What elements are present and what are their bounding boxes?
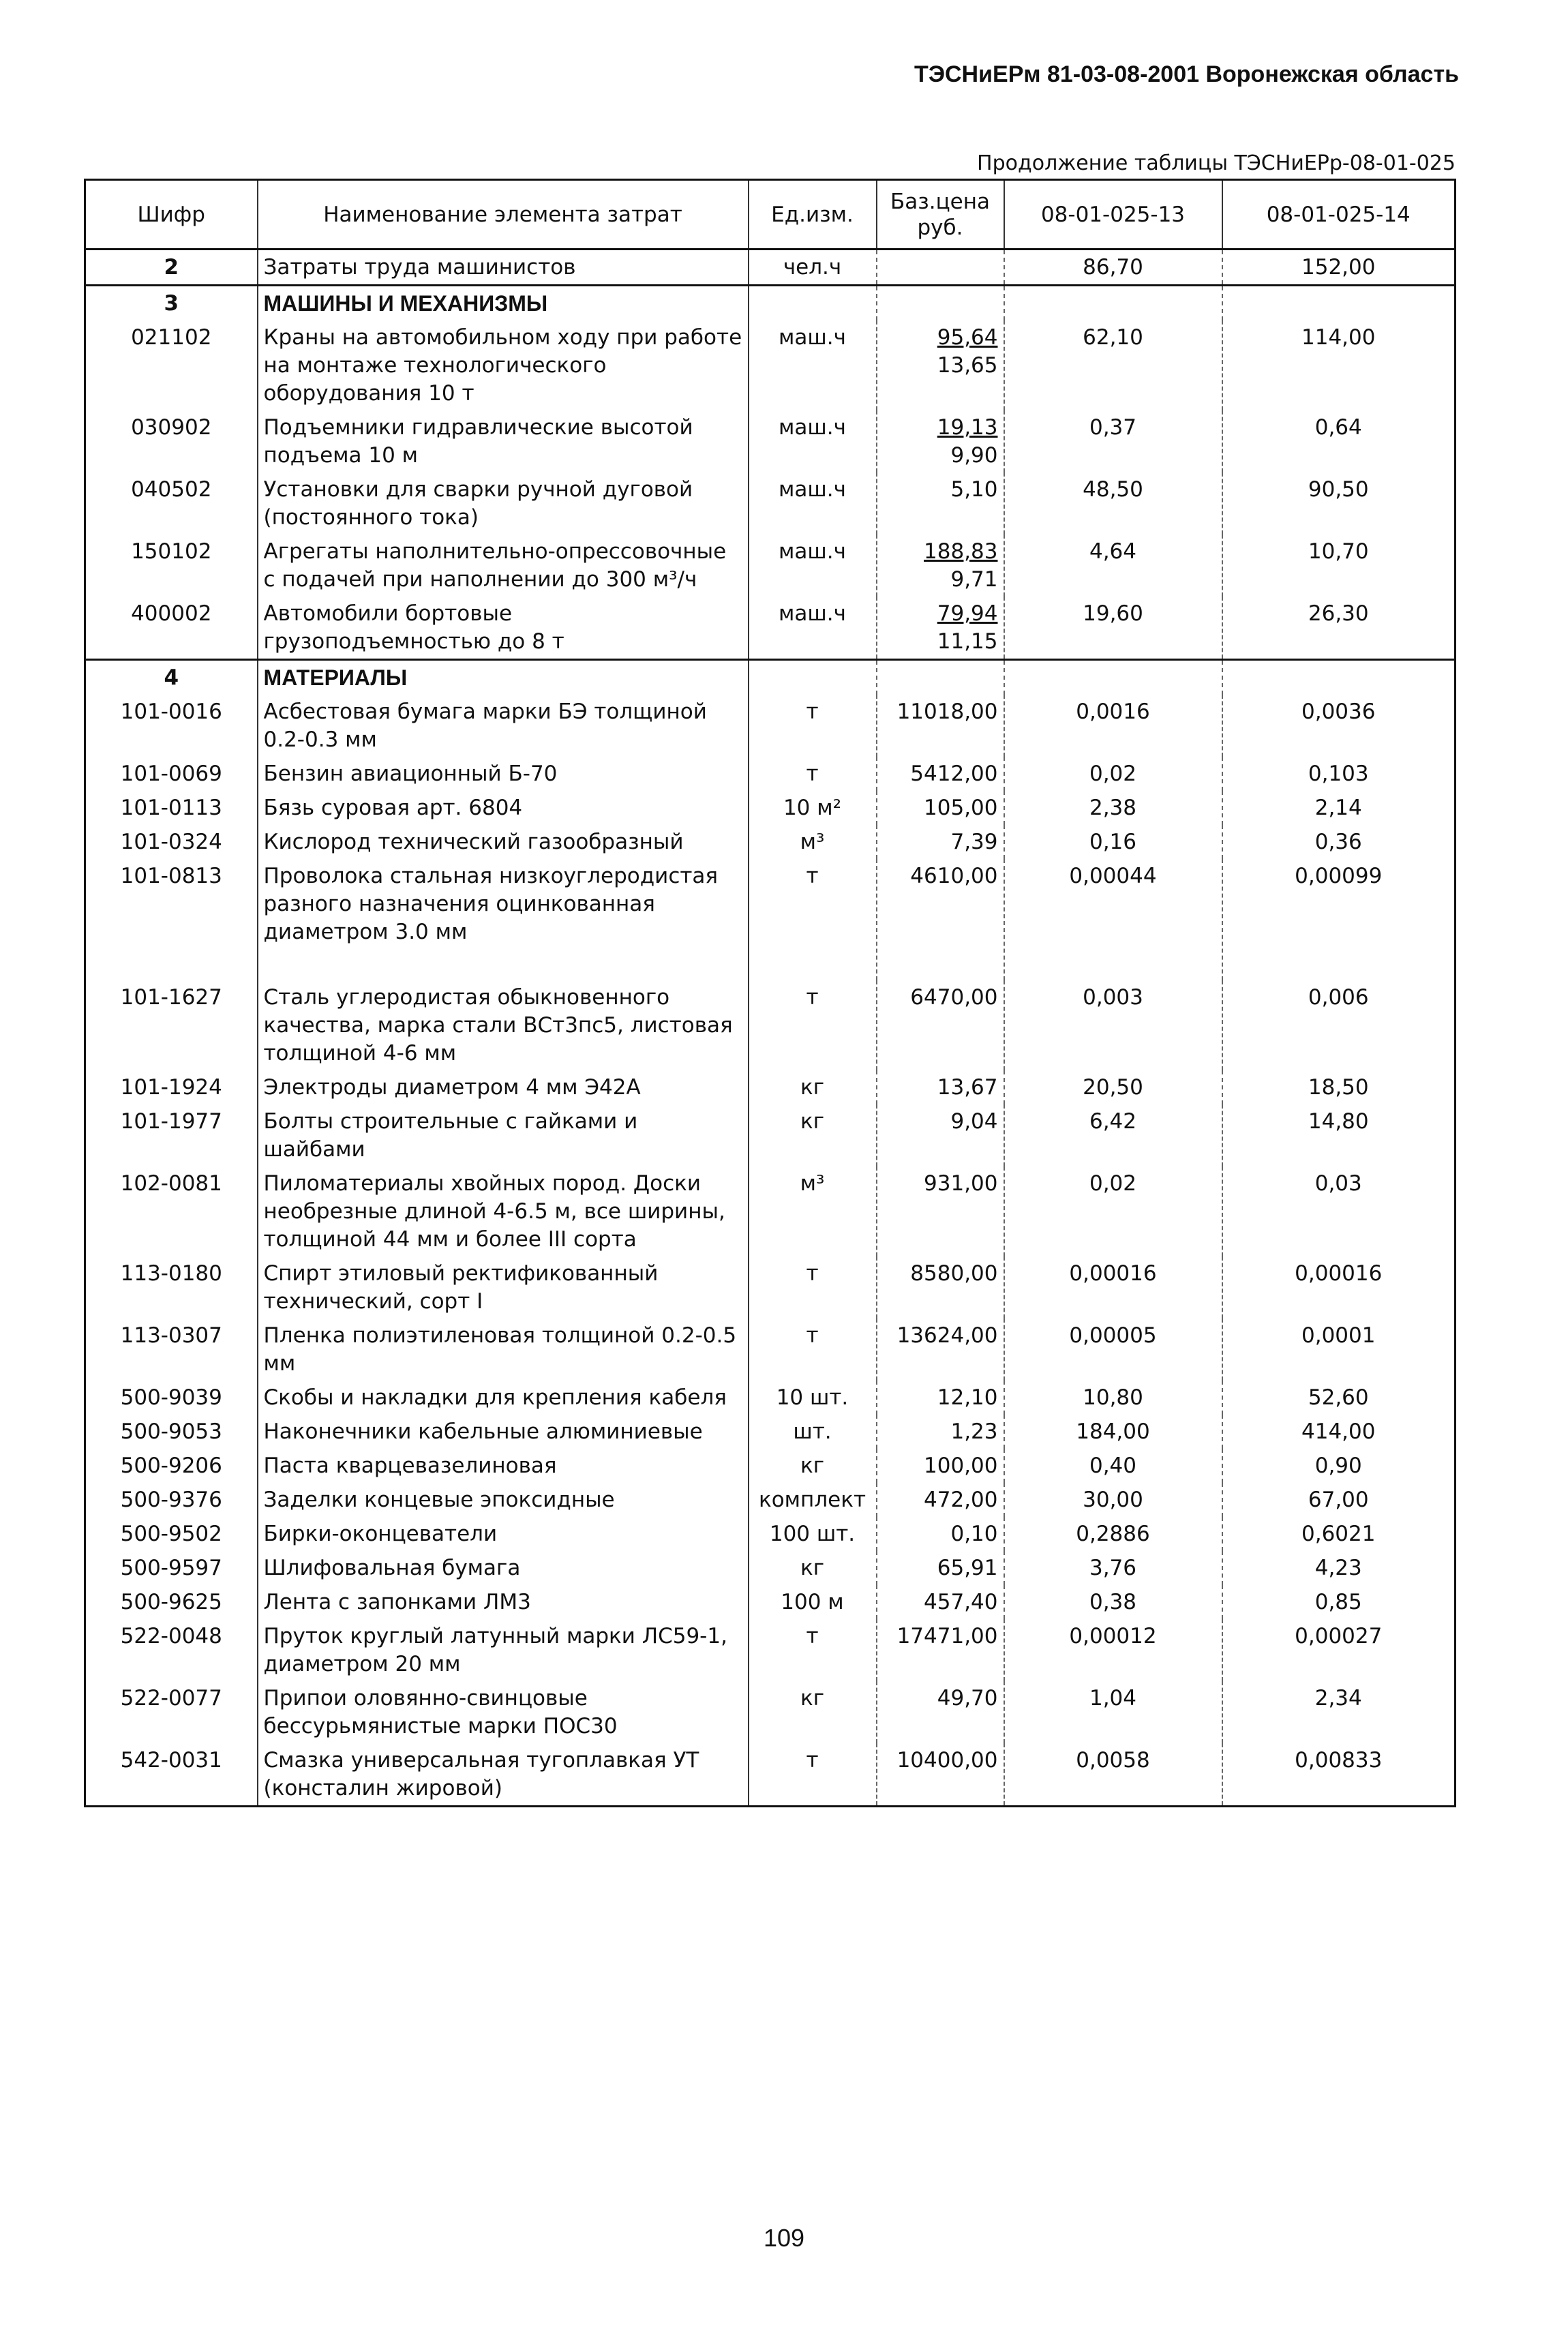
section-row-machines [85, 286, 1456, 321]
row-value-14: 0,103 [1308, 762, 1369, 786]
row-unit: 10 м² [749, 791, 877, 825]
row-value-13: 10,80 [1004, 1381, 1222, 1415]
row-name: Лента с запонками ЛМ3 [258, 1585, 749, 1619]
table-row [85, 695, 1456, 757]
table-row [85, 791, 1456, 825]
row-price: 11018,00 [877, 695, 1004, 757]
row-value-14: 67,00 [1308, 1488, 1369, 1512]
table-row [85, 1381, 1456, 1415]
section-number: 4 [85, 660, 258, 695]
row-code: 113-0307 [85, 1319, 258, 1381]
table-row [85, 1415, 1456, 1449]
row-value-14: 0,90 [1314, 1453, 1362, 1478]
row-code: 030902 [85, 410, 258, 472]
row-price: 1,23 [877, 1415, 1004, 1449]
row-unit: маш.ч [749, 472, 877, 534]
row-code: 500-9206 [85, 1449, 258, 1483]
row-value-14: 4,23 [1314, 1556, 1362, 1580]
row-price: 9,04 [877, 1104, 1004, 1166]
row-value-13: 2,38 [1004, 791, 1222, 825]
row-unit: т [749, 1619, 877, 1681]
row-price: 4610,00 [877, 859, 1004, 980]
document-header: ТЭСНиЕРм 81-03-08-2001 Воронежская область [914, 61, 1459, 87]
row-name: Пруток круглый латунный марки ЛС59-1, диаметром 20 мм [258, 1619, 749, 1681]
row-code: 500-9597 [85, 1551, 258, 1585]
row-value-13: 48,50 [1004, 472, 1222, 534]
price-value: 95,64 [937, 325, 998, 350]
row-price [877, 250, 1004, 286]
row-value-14: 52,60 [1308, 1385, 1369, 1410]
row-unit: м³ [749, 1166, 877, 1256]
table-row [85, 534, 1456, 597]
row-name: Агрегаты наполнительно-опрессовочные с подачей при наполнении до 300 м³/ч [258, 534, 749, 597]
price-wage-value: 13,65 [937, 353, 998, 378]
table-row [85, 757, 1456, 791]
row-code: 101-0113 [85, 791, 258, 825]
empty-cell [1004, 286, 1222, 321]
row-value-13: 0,02 [1004, 1166, 1222, 1256]
row-name: Шлифовальная бумага [258, 1551, 749, 1585]
table-row [85, 1070, 1456, 1104]
row-code: 113-0180 [85, 1256, 258, 1319]
section-title: МАТЕРИАЛЫ [258, 660, 749, 695]
row-unit: т [749, 757, 877, 791]
row-name: Автомобили бортовые грузоподъемностью до 8 т [258, 597, 749, 660]
row-name: Бязь суровая арт. 6804 [258, 791, 749, 825]
row-price: 8580,00 [877, 1256, 1004, 1319]
row-price: 10400,00 [877, 1743, 1004, 1807]
row-value-14: 0,00099 [1295, 864, 1383, 888]
empty-cell [1222, 660, 1456, 695]
row-name: Наконечники кабельные алюминиевые [258, 1415, 749, 1449]
row-price: 17471,00 [877, 1619, 1004, 1681]
row-value-13: 19,60 [1004, 597, 1222, 660]
table-header-row [85, 180, 1456, 250]
row-price: 6470,00 [877, 980, 1004, 1070]
row-name: Бирки-оконцеватели [258, 1517, 749, 1551]
price-wage-value: 11,15 [937, 629, 998, 654]
row-value-14: 2,14 [1314, 796, 1362, 820]
row-code: 400002 [85, 597, 258, 660]
row-code: 500-9376 [85, 1483, 258, 1517]
row-code: 150102 [85, 534, 258, 597]
row-value-14: 2,34 [1314, 1686, 1362, 1711]
row-code: 2 [85, 250, 258, 286]
row-code: 500-9053 [85, 1415, 258, 1449]
row-value-13: 30,00 [1004, 1483, 1222, 1517]
row-name: Электроды диаметром 4 мм Э42А [258, 1070, 749, 1104]
row-name: Пиломатериалы хвойных пород. Доски необрезные длиной 4-6.5 м, все ширины, толщиной 44 мм и более III сорта [258, 1166, 749, 1256]
row-value-13: 0,37 [1004, 410, 1222, 472]
row-value-14: 26,30 [1308, 601, 1369, 626]
row-value-13: 6,42 [1004, 1104, 1222, 1166]
table-row [85, 1517, 1456, 1551]
row-code: 040502 [85, 472, 258, 534]
table-row [85, 1256, 1456, 1319]
row-unit: м³ [749, 825, 877, 859]
row-code: 021102 [85, 320, 258, 410]
row-unit: т [749, 980, 877, 1070]
row-value-13: 3,76 [1004, 1551, 1222, 1585]
row-value-14: 0,00027 [1295, 1624, 1383, 1648]
row-code: 101-0813 [85, 859, 258, 980]
row-name: Краны на автомобильном ходу при работе на монтаже технологического оборудования 10 т [258, 320, 749, 410]
row-value-14: 18,50 [1308, 1075, 1369, 1100]
row-value-13: 0,02 [1004, 757, 1222, 791]
row-price: 931,00 [877, 1166, 1004, 1256]
row-unit: маш.ч [749, 597, 877, 660]
price-value: 79,94 [937, 601, 998, 626]
section-title: МАШИНЫ И МЕХАНИЗМЫ [258, 286, 749, 321]
price-value: 19,13 [937, 415, 998, 440]
cost-table [84, 179, 1456, 1807]
col-header-price: Баз.цена руб. [877, 180, 1004, 250]
empty-cell [877, 660, 1004, 695]
table-row [85, 1166, 1456, 1256]
table-row [85, 1619, 1456, 1681]
row-name: Асбестовая бумага марки БЭ толщиной 0.2-0.3 мм [258, 695, 749, 757]
table-row [85, 320, 1456, 410]
table-row [85, 1585, 1456, 1619]
row-value-13: 1,04 [1004, 1681, 1222, 1743]
row-name: Проволока стальная низкоуглеродистая разного назначения оцинкованная диаметром 3.0 мм [258, 859, 749, 980]
row-code: 102-0081 [85, 1166, 258, 1256]
row-unit: кг [749, 1681, 877, 1743]
row-code: 522-0048 [85, 1619, 258, 1681]
row-name: Припои оловянно-свинцовые бессурьмянистые марки ПОС30 [258, 1681, 749, 1743]
table-header [85, 180, 1456, 250]
table-row [85, 1483, 1456, 1517]
row-price: 49,70 [877, 1681, 1004, 1743]
row-value-14: 114,00 [1301, 325, 1376, 350]
row-unit: т [749, 695, 877, 757]
table-row [85, 1319, 1456, 1381]
row-name: Кислород технический газообразный [258, 825, 749, 859]
table-row [85, 1104, 1456, 1166]
row-price: 12,10 [877, 1381, 1004, 1415]
row-value-13: 0,0016 [1004, 695, 1222, 757]
row-name: Болты строительные с гайками и шайбами [258, 1104, 749, 1166]
row-unit: т [749, 859, 877, 980]
row-code: 101-0324 [85, 825, 258, 859]
row-value-13: 86,70 [1004, 250, 1222, 286]
table-caption: Продолжение таблицы ТЭСНиЕРр-08-01-025 [977, 151, 1456, 175]
row-name: Заделки концевые эпоксидные [258, 1483, 749, 1517]
row-value-14: 90,50 [1308, 477, 1369, 502]
row-unit: т [749, 1256, 877, 1319]
table-row [85, 825, 1456, 859]
row-price: 472,00 [877, 1483, 1004, 1517]
row-value-14: 10,70 [1308, 539, 1369, 564]
row-unit: т [749, 1319, 877, 1381]
row-price: 7,39 [877, 825, 1004, 859]
empty-cell [749, 286, 877, 321]
row-unit: маш.ч [749, 320, 877, 410]
row-price: 100,00 [877, 1449, 1004, 1483]
table-row [85, 980, 1456, 1070]
row-value-14: 0,6021 [1301, 1522, 1376, 1546]
empty-cell [1222, 286, 1456, 321]
row-name: Сталь углеродистая обыкновенного качества, марка стали ВСт3пс5, листовая толщиной 4-6 мм [258, 980, 749, 1070]
row-value-13: 0,00012 [1004, 1619, 1222, 1681]
row-code: 542-0031 [85, 1743, 258, 1807]
row-name: Смазка универсальная тугоплавкая УТ (консталин жировой) [258, 1743, 749, 1807]
row-name: Бензин авиационный Б-70 [258, 757, 749, 791]
row-code: 522-0077 [85, 1681, 258, 1743]
row-value-14: 0,36 [1314, 830, 1362, 854]
row-value-13: 0,003 [1004, 980, 1222, 1070]
row-value-14: 0,00833 [1295, 1748, 1383, 1773]
row-unit: т [749, 1743, 877, 1807]
row-name: Подъемники гидравлические высотой подъема 10 м [258, 410, 749, 472]
row-value-14: 0,0001 [1301, 1323, 1376, 1348]
row-price: 105,00 [877, 791, 1004, 825]
empty-cell [1004, 660, 1222, 695]
row-unit: кг [749, 1551, 877, 1585]
col-header-code: Шифр [85, 180, 258, 250]
row-value-13: 0,40 [1004, 1449, 1222, 1483]
cost-table-wrapper [84, 179, 1454, 1807]
table-row [85, 597, 1456, 660]
row-price: 13,67 [877, 1070, 1004, 1104]
row-price [877, 534, 1004, 597]
row-name: Затраты труда машинистов [258, 250, 749, 286]
row-value-14: 0,64 [1314, 415, 1362, 440]
table-row [85, 1681, 1456, 1743]
row-value-13: 0,00044 [1004, 859, 1222, 980]
row-unit: кг [749, 1070, 877, 1104]
table-row [85, 472, 1456, 534]
row-unit: 100 м [749, 1585, 877, 1619]
row-value-13: 4,64 [1004, 534, 1222, 597]
row-value-13: 0,0058 [1004, 1743, 1222, 1807]
row-unit: комплект [749, 1483, 877, 1517]
row-code: 101-0016 [85, 695, 258, 757]
row-unit: шт. [749, 1415, 877, 1449]
row-price: 13624,00 [877, 1319, 1004, 1381]
empty-cell [877, 286, 1004, 321]
row-unit: кг [749, 1449, 877, 1483]
section-row-materials [85, 660, 1456, 695]
row-value-13: 0,00005 [1004, 1319, 1222, 1381]
row-value-14: 0,0036 [1301, 699, 1376, 724]
row-code: 101-1924 [85, 1070, 258, 1104]
row-value-13: 0,16 [1004, 825, 1222, 859]
table-row [85, 410, 1456, 472]
row-value-13: 184,00 [1004, 1415, 1222, 1449]
row-price: 0,10 [877, 1517, 1004, 1551]
row-value-14: 414,00 [1301, 1419, 1376, 1444]
row-code: 101-0069 [85, 757, 258, 791]
row-price [877, 597, 1004, 660]
row-name: Пленка полиэтиленовая толщиной 0.2-0.5 мм [258, 1319, 749, 1381]
price-wage-value: 9,90 [950, 443, 998, 468]
row-code: 101-1627 [85, 980, 258, 1070]
row-unit: кг [749, 1104, 877, 1166]
row-value-14: 0,00016 [1295, 1261, 1383, 1286]
empty-cell [749, 660, 877, 695]
table-row [85, 1743, 1456, 1807]
row-code: 101-1977 [85, 1104, 258, 1166]
row-value-13: 62,10 [1004, 320, 1222, 410]
col-header-name: Наименование элемента затрат [258, 180, 749, 250]
row-price [877, 410, 1004, 472]
col-header-13: 08-01-025-13 [1004, 180, 1222, 250]
row-code: 500-9625 [85, 1585, 258, 1619]
col-header-unit: Ед.изм. [749, 180, 877, 250]
row-unit: маш.ч [749, 534, 877, 597]
row-code: 500-9039 [85, 1381, 258, 1415]
row-unit: маш.ч [749, 410, 877, 472]
row-value-13: 0,2886 [1004, 1517, 1222, 1551]
row-price [877, 320, 1004, 410]
row-name: Паста кварцевазелиновая [258, 1449, 749, 1483]
table-row [85, 1449, 1456, 1483]
row-name: Скобы и накладки для крепления кабеля [258, 1381, 749, 1415]
row-value-13: 0,38 [1004, 1585, 1222, 1619]
row-unit: 10 шт. [749, 1381, 877, 1415]
table-row-labor [85, 250, 1456, 286]
price-value: 188,83 [924, 539, 998, 564]
row-price: 65,91 [877, 1551, 1004, 1585]
row-price: 5,10 [877, 472, 1004, 534]
row-value-13: 0,00016 [1004, 1256, 1222, 1319]
row-name: Спирт этиловый ректификованный технический, сорт I [258, 1256, 749, 1319]
row-value-14: 0,85 [1314, 1590, 1362, 1614]
row-value-14: 0,03 [1314, 1171, 1362, 1196]
row-value-14: 14,80 [1308, 1109, 1369, 1134]
price-wage-value: 9,71 [950, 567, 998, 592]
col-header-14: 08-01-025-14 [1222, 180, 1456, 250]
row-unit: чел.ч [749, 250, 877, 286]
table-row [85, 859, 1456, 980]
row-value-13: 20,50 [1004, 1070, 1222, 1104]
table-row [85, 1551, 1456, 1585]
row-code: 500-9502 [85, 1517, 258, 1551]
row-value-14: 152,00 [1222, 250, 1456, 286]
row-value-14: 0,006 [1308, 985, 1369, 1010]
row-name: Установки для сварки ручной дуговой (постоянного тока) [258, 472, 749, 534]
table-body [85, 250, 1456, 1807]
row-unit: 100 шт. [749, 1517, 877, 1551]
row-price: 5412,00 [877, 757, 1004, 791]
row-price: 457,40 [877, 1585, 1004, 1619]
page-number: 109 [763, 2224, 805, 2252]
section-number: 3 [85, 286, 258, 321]
